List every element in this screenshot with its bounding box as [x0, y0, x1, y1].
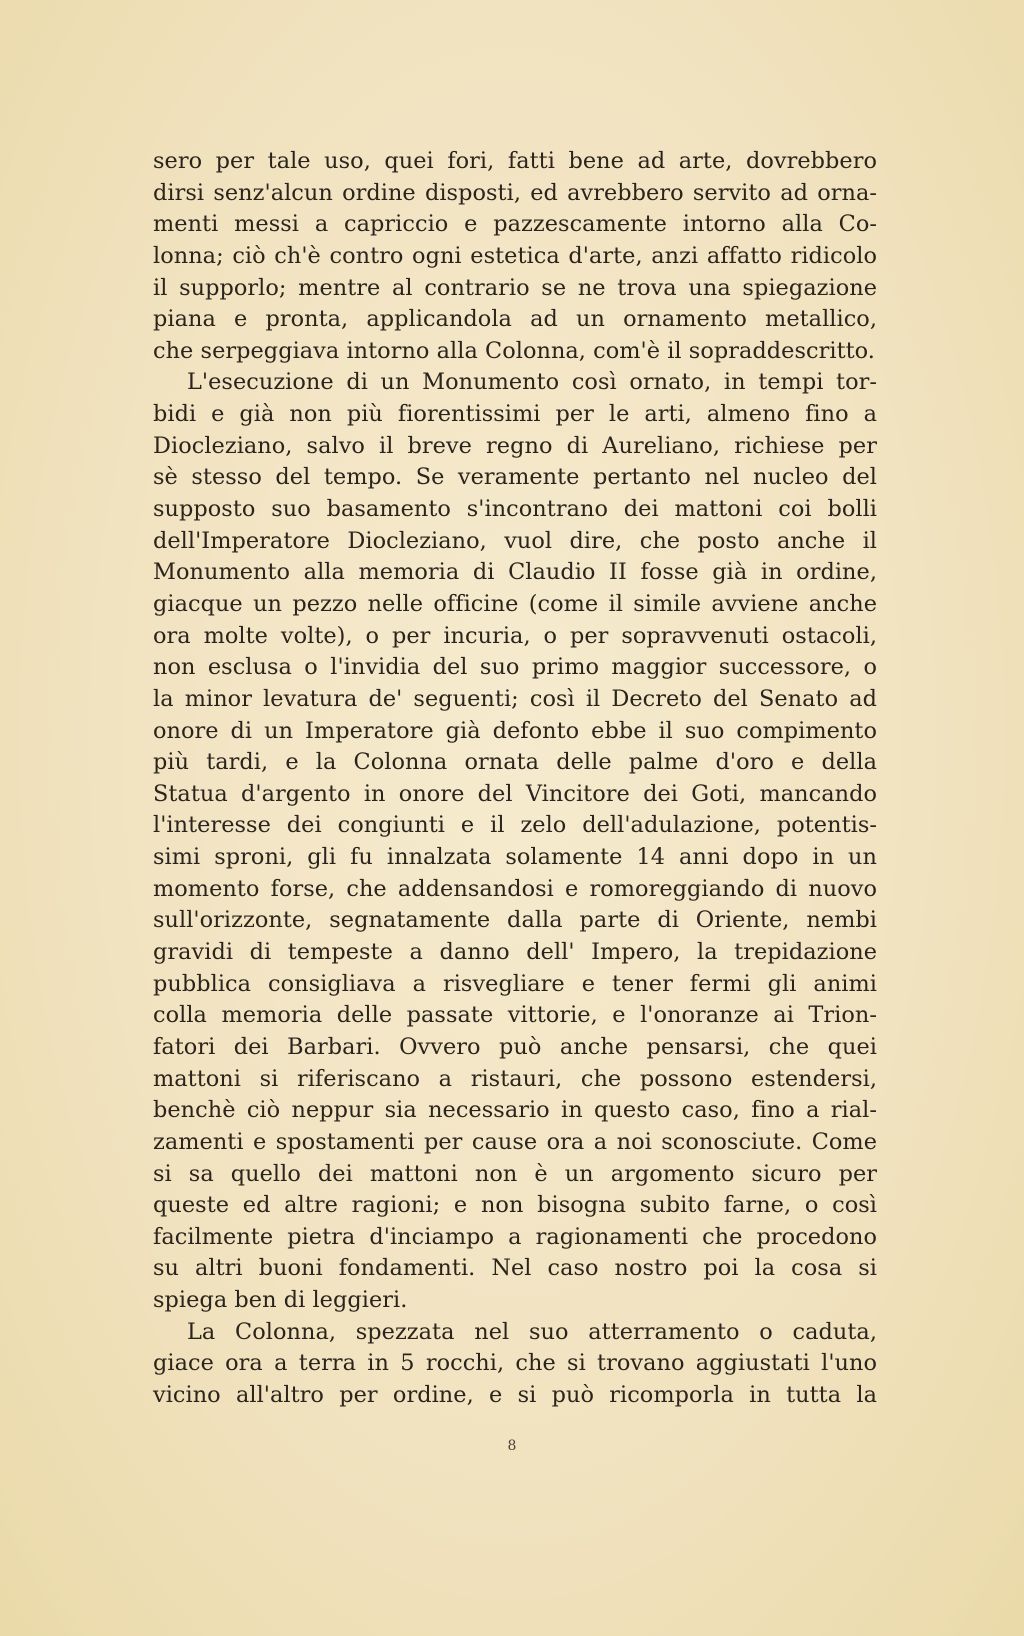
text-line: gravidi di tempeste a danno dell' Impero, la trepidazione [153, 939, 877, 966]
text-line: si sa quello dei mattoni non è un argomento sicuro per [153, 1160, 877, 1187]
text-line: vicino all'altro per ordine, e si può ricomporla in tutta la [153, 1381, 877, 1408]
text-line: La Colonna, spezzata nel suo atterramento o caduta, [187, 1318, 877, 1345]
text-line: momento forse, che addensandosi e romoreggiando di nuovo [153, 875, 877, 902]
text-line: simi sproni, gli fu innalzata solamente 14 anni dopo in un [153, 844, 877, 871]
text-line: onore di un Imperatore già defonto ebbe il suo compimento [153, 717, 877, 744]
text-line: menti messi a capriccio e pazzescamente intorno alla Co- [153, 211, 877, 238]
text-line: pubblica consigliava a risvegliare e tener fermi gli animi [153, 970, 877, 997]
text-line: che serpeggiava intorno alla Colonna, com'è il sopraddescritto. [153, 337, 875, 364]
text-line: giace ora a terra in 5 rocchi, che si trovano aggiustati l'uno [153, 1350, 877, 1377]
text-line: il supporlo; mentre al contrario se ne trova una spiegazione [153, 274, 877, 301]
text-line: supposto suo basamento s'incontrano dei mattoni coi bolli [153, 496, 877, 523]
text-line: ora molte volte), o per incuria, o per sopravvenuti ostacoli, [153, 622, 877, 649]
text-line: l'interesse dei congiunti e il zelo dell'adulazione, potentis- [153, 812, 877, 839]
text-line: sull'orizzonte, segnatamente dalla parte di Oriente, nembi [153, 907, 877, 934]
text-line: dell'Imperatore Diocleziano, vuol dire, che posto anche il [153, 527, 877, 554]
text-line: mattoni si riferiscano a ristauri, che possono estendersi, [153, 1065, 877, 1092]
text-line: colla memoria delle passate vittorie, e l'onoranze ai Trion- [153, 1002, 877, 1029]
text-line: piana e pronta, applicandola ad un ornamento metallico, [153, 306, 877, 333]
page-number: 8 [507, 1438, 517, 1454]
text-line: L'esecuzione di un Monumento così ornato, in tempi tor- [187, 369, 877, 396]
text-line: giacque un pezzo nelle officine (come il simile avviene anche [153, 590, 877, 617]
text-line: Statua d'argento in onore del Vincitore dei Goti, mancando [153, 780, 877, 807]
text-line: su altri buoni fondamenti. Nel caso nostro poi la cosa si [153, 1255, 877, 1282]
text-line: spiega ben di leggieri. [153, 1287, 408, 1314]
text-line: zamenti e spostamenti per cause ora a noi sconosciute. Come [153, 1128, 877, 1155]
text-line: bidi e già non più fiorentissimi per le arti, almeno fino a [153, 401, 877, 428]
text-line: Diocleziano, salvo il breve regno di Aureliano, richiese per [153, 432, 877, 459]
text-line: queste ed altre ragioni; e non bisogna subito farne, o così [153, 1192, 877, 1219]
text-line: benchè ciò neppur sia necessario in questo caso, fino a rial- [153, 1097, 877, 1124]
text-line: lonna; ciò ch'è contro ogni estetica d'arte, anzi affatto ridicolo [153, 242, 877, 269]
text-line: più tardi, e la Colonna ornata delle palme d'oro e della [153, 749, 877, 776]
body-text [153, 146, 877, 1412]
text-line: sè stesso del tempo. Se veramente pertanto nel nucleo del [153, 464, 877, 491]
text-line: sero per tale uso, quei fori, fatti bene ad arte, dovrebbero [153, 148, 877, 174]
text-line: facilmente pietra d'inciampo a ragionamenti che procedono [153, 1223, 877, 1250]
text-line: fatori dei Barbari. Ovvero può anche pensarsi, che quei [153, 1033, 877, 1060]
text-line: la minor levatura de' seguenti; così il Decreto del Senato ad [153, 685, 877, 712]
text-line: dirsi senz'alcun ordine disposti, ed avrebbero servito ad orna- [153, 179, 877, 206]
text-line: non esclusa o l'invidia del suo primo maggior successore, o [153, 654, 877, 681]
text-line: Monumento alla memoria di Claudio II fosse già in ordine, [153, 559, 877, 586]
